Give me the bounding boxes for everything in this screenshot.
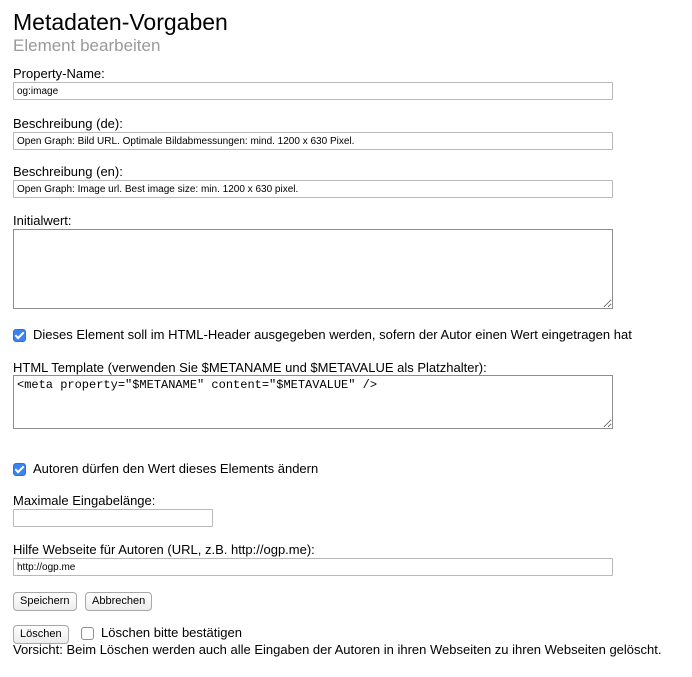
html-template-label: HTML Template (verwenden Sie $METANAME und $METAVALUE als Platzhalter): [13, 360, 487, 375]
description-de-label: Beschreibung (de): [13, 116, 123, 131]
page-title: Metadaten-Vorgaben [13, 9, 228, 35]
save-button[interactable]: Speichern [13, 592, 77, 611]
output-header-checkbox[interactable] [13, 329, 26, 342]
help-url-input[interactable] [13, 558, 613, 576]
output-header-row [13, 327, 632, 343]
output-header-label: Dieses Element soll im HTML-Header ausgegeben werden, sofern der Autor einen Wert eingetragen hat [33, 327, 632, 342]
initial-value-label: Initialwert: [13, 213, 72, 228]
description-de-input[interactable] [13, 132, 613, 150]
description-en-label: Beschreibung (en): [13, 164, 123, 179]
confirm-delete-checkbox[interactable] [81, 627, 94, 640]
delete-button[interactable]: Löschen [13, 625, 69, 644]
property-name-label: Property-Name: [13, 66, 105, 81]
description-en-input[interactable] [13, 180, 613, 198]
cancel-button[interactable]: Abbrechen [85, 592, 152, 611]
authors-edit-row [13, 461, 318, 477]
page-subtitle: Element bearbeiten [13, 36, 161, 55]
property-name-input[interactable] [13, 82, 613, 100]
max-length-label: Maximale Eingabelänge: [13, 493, 156, 508]
authors-edit-label: Autoren dürfen den Wert dieses Elements ändern [33, 461, 319, 476]
confirm-delete-row [81, 625, 242, 641]
authors-edit-checkbox[interactable] [13, 463, 26, 476]
help-url-label: Hilfe Webseite für Autoren (URL, z.B. http://ogp.me): [13, 542, 315, 557]
metadata-form [13, 0, 683, 677]
initial-value-textarea[interactable] [13, 229, 613, 309]
confirm-delete-label: Löschen bitte bestätigen [101, 625, 242, 640]
html-template-textarea[interactable] [13, 375, 613, 429]
delete-warning-text: Vorsicht: Beim Löschen werden auch alle Eingaben der Autoren in ihren Webseiten zu ihren Webseiten gelöscht. [13, 642, 662, 657]
max-length-input[interactable] [13, 509, 213, 527]
